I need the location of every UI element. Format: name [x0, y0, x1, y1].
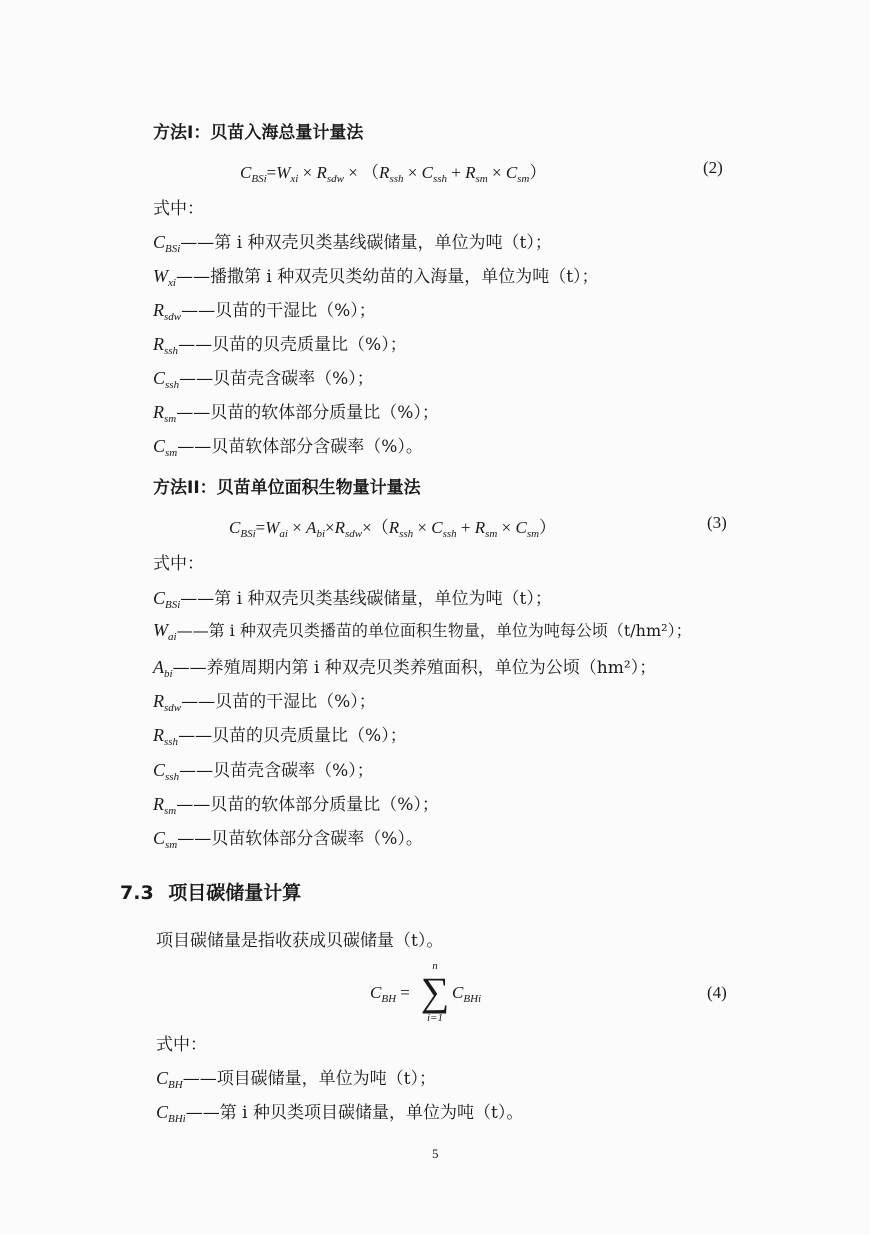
definition-line: $W_{ai}——$第 i 种双壳贝类播苗的单位面积生物量，单位为吨每公顷（t/hm²）；	[153, 620, 692, 643]
page-number: 5	[432, 1146, 439, 1161]
formula-3: $C_{BSi}=W_{ai} \times A_{bi}\times R_{sdw}\times(R_{ssh} \times C_{ssh} + R_{sm} \times C_{sm})$	[229, 518, 557, 540]
definition-line: $C_{BHi}——$第 i 种贝类项目碳储量，单位为吨（t）。	[156, 1102, 524, 1125]
sum-upper-limit: n	[432, 960, 438, 972]
formula-4-lhs: $C_{BH}$ =	[370, 983, 410, 1005]
definition-line: $R_{sdw}——$贝苗的干湿比（%）；	[153, 300, 376, 323]
summation	[419, 960, 451, 1024]
section-number: 7.3	[120, 882, 154, 904]
definition-line: $C_{ssh}——$贝苗壳含碳率（%）；	[153, 760, 374, 783]
where-label: 式中：	[153, 554, 204, 574]
section-intro: 项目碳储量是指收获成贝碳储量（t）。	[156, 931, 444, 951]
sum-lower-limit: i=1	[427, 1012, 443, 1024]
definition-line: $A_{bi}——$养殖周期内第 i 种双壳贝类养殖面积，单位为公顷（hm²）；	[153, 657, 657, 680]
section-heading	[120, 878, 301, 905]
method2-title: 方法II：贝苗单位面积生物量计量法	[153, 478, 421, 498]
definition-line: $C_{BSi}——$第 i 种双壳贝类基线碳储量，单位为吨（t）；	[153, 588, 552, 611]
definition-line: $C_{sm}——$贝苗软体部分含碳率（%）。	[153, 828, 423, 851]
definition-line: $R_{ssh}——$贝苗的贝壳质量比（%）；	[153, 334, 407, 357]
definition-line: $C_{ssh}——$贝苗壳含碳率（%）；	[153, 368, 374, 391]
equation-number-2: (2)	[703, 158, 723, 177]
definition-line: $W_{xi}——$播撒第 i 种双壳贝类幼苗的入海量，单位为吨（t）；	[153, 266, 599, 289]
formula-2: $C_{BSi}=W_{xi} \times R_{sdw} \times (R_{ssh} \times C_{ssh} + R_{sm} \times C_{sm})$	[240, 163, 547, 185]
where-label: 式中：	[153, 199, 204, 219]
definition-line: $C_{BH}——$项目碳储量，单位为吨（t）；	[156, 1068, 437, 1091]
definition-line: $R_{ssh}——$贝苗的贝壳质量比（%）；	[153, 725, 407, 748]
definition-line: $R_{sm}——$贝苗的软体部分质量比（%）；	[153, 794, 439, 817]
definition-line: $C_{BSi}——$第 i 种双壳贝类基线碳储量，单位为吨（t）；	[153, 232, 552, 255]
section-title: 项目碳储量计算	[168, 882, 302, 904]
sigma-symbol: ∑	[420, 969, 450, 1014]
definition-line: $R_{sm}——$贝苗的软体部分质量比（%）；	[153, 402, 439, 425]
formula-4-term: $C_{BHi}$	[452, 983, 482, 1005]
where-label: 式中：	[156, 1035, 207, 1055]
definition-line: $R_{sdw}——$贝苗的干湿比（%）；	[153, 691, 376, 714]
equation-number-3: (3)	[707, 513, 727, 532]
definition-line: $C_{sm}——$贝苗软体部分含碳率（%）。	[153, 436, 423, 459]
equation-number-4: (4)	[707, 983, 727, 1002]
method1-title: 方法I：贝苗入海总量计量法	[153, 123, 364, 143]
